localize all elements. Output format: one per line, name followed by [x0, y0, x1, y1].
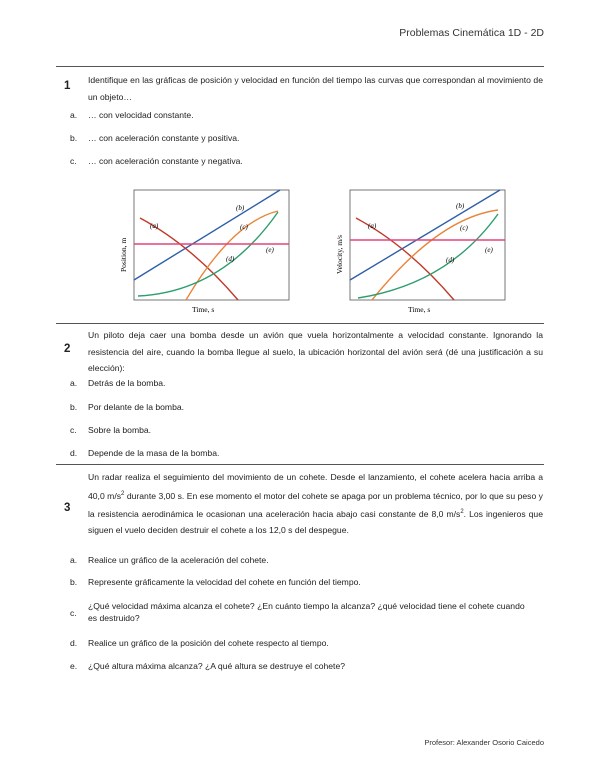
q3-option-b	[70, 577, 361, 587]
option-text: Detrás de la bomba.	[88, 378, 166, 388]
option-text: ¿Qué velocidad máxima alcanza el cohete? ¿En cuánto tiempo la alcanza? ¿qué velocidad tiene el cohete cuando es destruido?	[88, 601, 525, 623]
label-b: (b)	[456, 202, 465, 210]
label-d: (d)	[226, 255, 235, 263]
option-text: … con velocidad constante.	[88, 110, 194, 120]
x-axis-label: Time, s	[408, 305, 431, 314]
divider	[56, 323, 544, 324]
option-text: ¿Qué altura máxima alcanza? ¿A qué altura se destruye el cohete?	[88, 661, 345, 671]
option-text: Represente gráficamente la velocidad del cohete en función del tiempo.	[88, 577, 361, 587]
option-letter: a.	[70, 555, 78, 565]
question-2-text: Un piloto deja caer una bomba desde un avión que vuela horizontalmente a velocidad constante. Ignorando la resistencia del aire, cuando la bomba llegue al suelo, la ubicación horizontal del avión será (dé una justificación a su elección):	[88, 330, 543, 373]
q2-option-b	[70, 402, 185, 412]
superscript: 2	[460, 508, 464, 515]
option-letter: b.	[70, 402, 78, 412]
position-time-graph	[112, 188, 292, 316]
velocity-time-graph	[328, 188, 508, 316]
q3-option-e	[70, 661, 345, 671]
label-a: (a)	[150, 222, 159, 230]
y-axis-label: Position, m	[119, 237, 128, 272]
question-3-number: 3	[64, 502, 71, 514]
divider	[56, 464, 544, 465]
option-letter: c.	[70, 425, 77, 435]
option-text: Por delante de la bomba.	[88, 402, 185, 412]
option-text: … con aceleración constante y negativa.	[88, 156, 243, 166]
divider	[56, 66, 544, 67]
q3-text-part2: durante 3,00 s. En ese momento el motor del cohete se apaga por un problema técnico, por lo que su peso y la resistencia aerodinámica le ocasionan una aceleración hacia abajo casi constante de 8,0 m/s	[88, 490, 543, 519]
label-e: (e)	[266, 246, 274, 254]
option-letter: b.	[70, 133, 78, 143]
question-1-text: Identifique en las gráficas de posición y velocidad en función del tiempo las curvas que correspondan al movimiento de un objeto…	[88, 75, 543, 102]
option-letter: c.	[70, 608, 77, 618]
graph-frame	[134, 190, 289, 300]
label-a: (a)	[368, 222, 377, 230]
q2-option-a	[70, 378, 166, 388]
q3-text-part1: Un radar realiza el seguimiento del movimiento de un cohete. Desde el lanzamiento, el cohete acelera hacia arriba a 40,0 m/s	[88, 472, 543, 501]
option-letter: d.	[70, 638, 78, 648]
y-axis-label: Velocity, m/s	[335, 234, 344, 274]
option-letter: a.	[70, 110, 78, 120]
option-text: Realice un gráfico de la aceleración del cohete.	[88, 555, 269, 565]
superscript: 2	[121, 490, 125, 497]
q3-option-d	[70, 638, 329, 648]
label-b: (b)	[236, 204, 245, 212]
q1-option-c	[70, 156, 243, 166]
label-e: (e)	[485, 246, 493, 254]
page-footer: Profesor: Alexander Osorio Caicedo	[424, 738, 544, 747]
graph-frame	[350, 190, 505, 300]
option-text: … con aceleración constante y positiva.	[88, 133, 240, 143]
q2-option-d	[70, 448, 220, 458]
question-1-number: 1	[64, 80, 71, 92]
q1-option-a	[70, 110, 194, 120]
q1-option-b	[70, 133, 240, 143]
label-c: (c)	[240, 223, 248, 231]
page-header: Problemas Cinemática 1D - 2D	[399, 27, 544, 39]
option-letter: a.	[70, 378, 78, 388]
label-c: (c)	[460, 224, 468, 232]
option-text: Realice un gráfico de la posición del cohete respecto al tiempo.	[88, 638, 329, 648]
option-text: Depende de la masa de la bomba.	[88, 448, 220, 458]
x-axis-label: Time, s	[192, 305, 215, 314]
question-3-text	[88, 469, 543, 539]
q2-option-c	[70, 425, 152, 435]
label-d: (d)	[446, 256, 455, 264]
option-text: Sobre la bomba.	[88, 425, 152, 435]
option-letter: e.	[70, 661, 78, 671]
option-letter: d.	[70, 448, 78, 458]
question-2-number: 2	[64, 343, 71, 355]
option-letter: c.	[70, 156, 77, 166]
q3-text-part3: . Los ingenieros que siguen el vuelo deciden destruir el cohete a los 12,0 s del despegue.	[88, 508, 543, 536]
option-letter: b.	[70, 577, 78, 587]
q3-option-a	[70, 555, 269, 565]
